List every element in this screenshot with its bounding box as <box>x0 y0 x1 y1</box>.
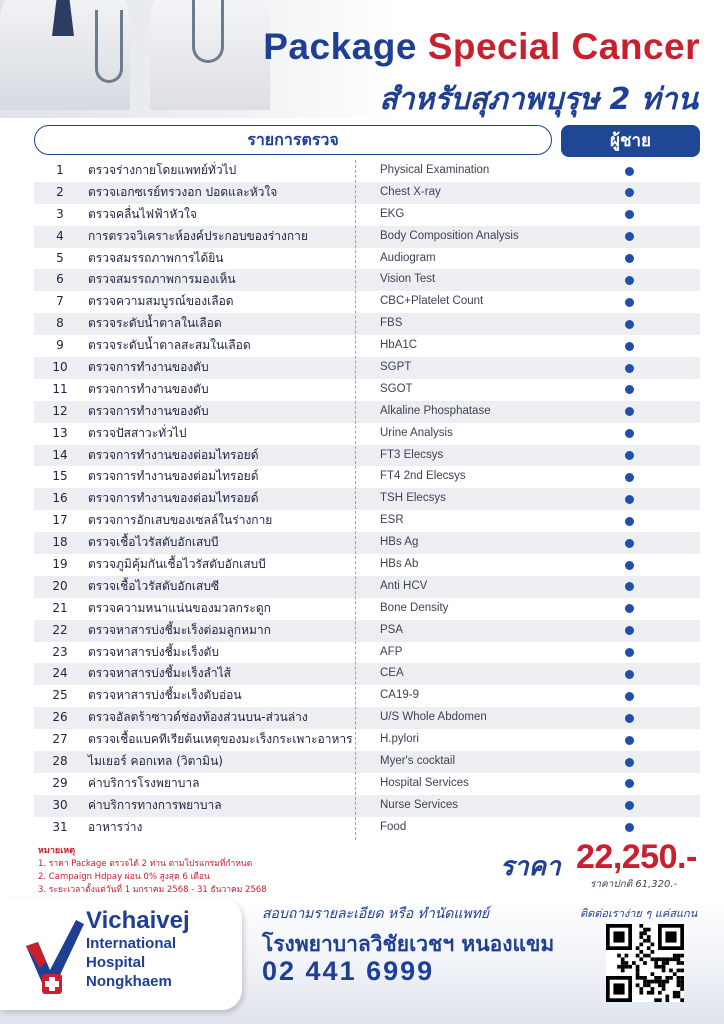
row-english-label: CEA <box>380 667 404 680</box>
row-number: 27 <box>52 732 68 747</box>
table-row <box>34 226 700 248</box>
included-dot-icon <box>625 342 634 351</box>
row-number: 6 <box>56 272 64 287</box>
row-thai-label: ตรวจหาสารบ่งชี้มะเร็งลำไส้ <box>88 666 231 681</box>
row-number: 17 <box>52 513 68 528</box>
qr-caption: ติดต่อเราง่าย ๆ แค่สแกน <box>580 907 698 920</box>
included-dot-icon <box>625 604 634 613</box>
qr-code-icon[interactable] <box>606 924 684 1002</box>
price-normal: ราคาปกติ 61,320.- <box>590 879 678 890</box>
table-row <box>34 532 700 554</box>
row-number: 14 <box>52 447 68 462</box>
included-dot-icon <box>625 232 634 241</box>
table-row <box>34 488 700 510</box>
included-dot-icon <box>625 561 634 570</box>
included-dot-icon <box>625 736 634 745</box>
row-thai-label: ตรวจการอักเสบของเซลล์ในร่างกาย <box>88 513 273 528</box>
hero-banner <box>0 0 724 118</box>
row-english-label: PSA <box>380 623 404 636</box>
included-dot-icon <box>625 714 634 723</box>
row-number: 2 <box>56 184 64 199</box>
row-english-label: Physical Examination <box>380 164 490 176</box>
row-number: 10 <box>52 360 68 375</box>
row-thai-label: ค่าบริการโรงพยาบาล <box>88 775 200 790</box>
table-row <box>34 204 700 226</box>
checkup-list <box>34 160 700 839</box>
footer <box>0 898 724 1024</box>
row-english-label: AFP <box>380 645 403 658</box>
row-thai-label: ตรวจภูมิคุ้มกันเชื้อไวรัสตับอักเสบบี <box>88 557 266 572</box>
table-row <box>34 379 700 401</box>
row-english-label: Alkaline Phosphatase <box>380 404 491 417</box>
row-number: 24 <box>52 666 68 681</box>
included-dot-icon <box>625 539 634 548</box>
column-divider <box>355 160 356 840</box>
row-number: 26 <box>52 710 68 725</box>
row-number: 28 <box>52 754 68 769</box>
table-row <box>34 291 700 313</box>
row-number: 3 <box>56 206 64 221</box>
included-dot-icon <box>625 210 634 219</box>
row-number: 19 <box>52 557 68 572</box>
row-number: 15 <box>52 469 68 484</box>
row-english-label: SGPT <box>380 361 412 374</box>
table-row <box>34 466 700 488</box>
row-english-label: Food <box>380 820 407 833</box>
included-dot-icon <box>625 648 634 657</box>
included-dot-icon <box>625 670 634 679</box>
contact-line: สอบถามรายละเอียด หรือ ทำนัดแพทย์ <box>262 906 490 922</box>
table-row <box>34 685 700 707</box>
included-dot-icon <box>625 364 634 373</box>
table-row <box>34 751 700 773</box>
table-row <box>34 729 700 751</box>
logo-line: Hospital <box>86 954 146 971</box>
row-thai-label: ไมเยอร์ คอกเทล (วิตามิน) <box>88 754 223 769</box>
row-english-label: HBs Ab <box>380 558 419 571</box>
table-row <box>34 576 700 598</box>
stethoscope-icon <box>192 0 224 63</box>
row-english-label: Anti HCV <box>380 579 428 592</box>
row-thai-label: ตรวจการทำงานของต่อมไทรอยด์ <box>88 491 259 506</box>
table-row <box>34 773 700 795</box>
row-english-label: HbA1C <box>380 339 418 352</box>
row-number: 11 <box>52 381 68 396</box>
row-english-label: Chest X-ray <box>380 185 441 198</box>
row-english-label: CA19-9 <box>380 689 419 702</box>
row-number: 1 <box>56 163 64 177</box>
hospital-name: โรงพยาบาลวิชัยเวชฯ หนองแขม <box>262 932 555 956</box>
row-thai-label: ตรวจการทำงานของตับ <box>88 360 209 375</box>
included-dot-icon <box>625 167 634 176</box>
table-row <box>34 335 700 357</box>
table-row <box>34 817 700 839</box>
note-item: 1. ราคา Package ตรวจได้ 2 ท่าน ตามโปรแกรมที่กำหนด <box>38 859 253 869</box>
logo-line: International <box>86 935 177 952</box>
stethoscope-icon <box>95 10 123 83</box>
row-thai-label: ตรวจระดับน้ำตาลสะสมในเลือด <box>88 338 251 353</box>
row-thai-label: ตรวจคลื่นไฟฟ้าหัวใจ <box>88 206 197 221</box>
row-english-label: Nurse Services <box>380 798 458 811</box>
row-english-label: FBS <box>380 317 403 330</box>
included-dot-icon <box>625 276 634 285</box>
row-english-label: HBs Ag <box>380 536 419 549</box>
table-row <box>34 182 700 204</box>
row-english-label: Body Composition Analysis <box>380 229 519 242</box>
row-thai-label: ตรวจการทำงานของตับ <box>88 381 209 396</box>
page-title <box>263 26 700 68</box>
included-dot-icon <box>625 517 634 526</box>
included-dot-icon <box>625 407 634 416</box>
included-dot-icon <box>625 188 634 197</box>
table-header-male: ผู้ชาย <box>561 125 700 157</box>
logo-name: Vichaivej <box>86 907 190 934</box>
table-row <box>34 598 700 620</box>
included-dot-icon <box>625 429 634 438</box>
row-number: 5 <box>56 250 64 265</box>
row-english-label: FT3 Elecsys <box>380 448 444 461</box>
row-thai-label: ตรวจหาสารบ่งชี้มะเร็งตับอ่อน <box>88 688 242 703</box>
row-thai-label: ตรวจสมรรถภาพการได้ยิน <box>88 250 224 265</box>
row-english-label: ESR <box>380 514 404 527</box>
row-english-label: H.pylori <box>380 733 419 746</box>
included-dot-icon <box>625 626 634 635</box>
row-number: 7 <box>56 294 64 309</box>
table-header-items: รายการตรวจ <box>34 125 552 155</box>
row-thai-label: ตรวจระดับน้ำตาลในเลือด <box>88 316 222 331</box>
row-english-label: Hospital Services <box>380 776 469 789</box>
row-number: 9 <box>56 338 64 353</box>
row-thai-label: ตรวจการทำงานของตับ <box>88 403 209 418</box>
table-row <box>34 642 700 664</box>
table-row <box>34 248 700 270</box>
table-row <box>34 445 700 467</box>
row-english-label: EKG <box>380 207 405 220</box>
row-number: 4 <box>56 228 64 243</box>
included-dot-icon <box>625 779 634 788</box>
included-dot-icon <box>625 801 634 810</box>
table-row <box>34 357 700 379</box>
notes-title: หมายเหตุ <box>38 846 76 856</box>
table-row <box>34 707 700 729</box>
row-thai-label: ตรวจการทำงานของต่อมไทรอยด์ <box>88 447 259 462</box>
row-number: 31 <box>52 819 68 834</box>
row-english-label: U/S Whole Abdomen <box>380 711 487 724</box>
row-thai-label: อาหารว่าง <box>88 819 143 834</box>
row-english-label: SGOT <box>380 382 413 395</box>
table-row <box>34 554 700 576</box>
row-number: 29 <box>52 775 68 790</box>
table-row <box>34 401 700 423</box>
included-dot-icon <box>625 495 634 504</box>
row-thai-label: ตรวจความสมบูรณ์ของเลือด <box>88 294 234 309</box>
row-english-label: Myer's cocktail <box>380 755 456 768</box>
row-number: 12 <box>52 403 68 418</box>
row-number: 22 <box>52 622 68 637</box>
page-subtitle: สำหรับสุภาพบุรุษ 2 ท่าน <box>379 82 698 117</box>
price-label: ราคา <box>500 852 561 882</box>
note-item: 2. Campaign Hdpay ผ่อน 0% สูงสุด 6 เดือน <box>38 872 210 882</box>
row-thai-label: ตรวจหาสารบ่งชี้มะเร็งต่อมลูกหมาก <box>88 622 271 637</box>
row-number: 23 <box>52 644 68 659</box>
table-row <box>34 269 700 291</box>
row-number: 25 <box>52 688 68 703</box>
row-thai-label: ตรวจเชื้อไวรัสตับอักเสบซี <box>88 578 220 593</box>
row-number: 21 <box>52 600 68 615</box>
row-number: 18 <box>52 535 68 550</box>
row-number: 20 <box>52 578 68 593</box>
row-english-label: Urine Analysis <box>380 426 453 439</box>
row-number: 13 <box>52 425 68 440</box>
table-row <box>34 510 700 532</box>
table-row <box>34 663 700 685</box>
row-english-label: Audiogram <box>380 251 436 264</box>
table-row <box>34 313 700 335</box>
row-english-label: TSH Elecsys <box>380 492 446 505</box>
row-thai-label: การตรวจวิเคราะห์องค์ประกอบของร่างกาย <box>88 228 308 243</box>
row-number: 30 <box>52 797 68 812</box>
row-english-label: Vision Test <box>380 273 436 286</box>
logo-line: Nongkhaem <box>86 973 172 990</box>
row-thai-label: ตรวจสมรรถภาพการมองเห็น <box>88 272 236 287</box>
note-item: 3. ระยะเวลาตั้งแต่วันที่ 1 มกราคม 2568 - 31 ธันวาคม 2568 <box>38 885 267 895</box>
title-package: Package <box>263 26 417 67</box>
included-dot-icon <box>625 473 634 482</box>
row-number: 16 <box>52 491 68 506</box>
row-english-label: FT4 2nd Elecsys <box>380 470 466 483</box>
row-thai-label: ตรวจร่างกายโดยแพทย์ทั่วไป <box>88 163 237 177</box>
included-dot-icon <box>625 582 634 591</box>
included-dot-icon <box>625 385 634 394</box>
price-value: 22,250.- <box>576 838 697 876</box>
row-thai-label: ตรวจเชื้อไวรัสตับอักเสบบี <box>88 535 219 550</box>
row-thai-label: ค่าบริการทางการพยาบาล <box>88 797 222 812</box>
hospital-logo[interactable] <box>0 898 242 1010</box>
row-thai-label: ตรวจเชื้อแบคทีเรียต้นเหตุของมะเร็งกระเพาะอาหาร <box>88 732 353 747</box>
title-special-cancer: Special Cancer <box>427 26 700 67</box>
row-thai-label: ตรวจความหนาแน่นของมวลกระดูก <box>88 600 271 615</box>
row-thai-label: ตรวจการทำงานของต่อมไทรอยด์ <box>88 469 259 484</box>
included-dot-icon <box>625 254 634 263</box>
row-english-label: CBC+Platelet Count <box>380 295 484 308</box>
table-row <box>34 423 700 445</box>
included-dot-icon <box>625 320 634 329</box>
included-dot-icon <box>625 758 634 767</box>
row-number: 8 <box>56 316 64 331</box>
table-row <box>34 160 700 182</box>
row-thai-label: ตรวจปัสสาวะทั่วไป <box>88 425 187 440</box>
table-row <box>34 795 700 817</box>
row-thai-label: ตรวจอัลตร้าซาวด์ช่องท้องส่วนบน-ส่วนล่าง <box>88 710 308 725</box>
row-thai-label: ตรวจเอกซเรย์ทรวงอก ปอดและหัวใจ <box>88 184 278 199</box>
table-row <box>34 620 700 642</box>
notes-section <box>38 845 267 897</box>
included-dot-icon <box>625 451 634 460</box>
phone-number[interactable]: 02 441 6999 <box>262 956 435 986</box>
included-dot-icon <box>625 692 634 701</box>
checkmark-logo-icon <box>24 918 84 998</box>
included-dot-icon <box>625 298 634 307</box>
included-dot-icon <box>625 823 634 832</box>
row-english-label: Bone Density <box>380 601 449 614</box>
row-thai-label: ตรวจหาสารบ่งชี้มะเร็งตับ <box>88 644 219 659</box>
